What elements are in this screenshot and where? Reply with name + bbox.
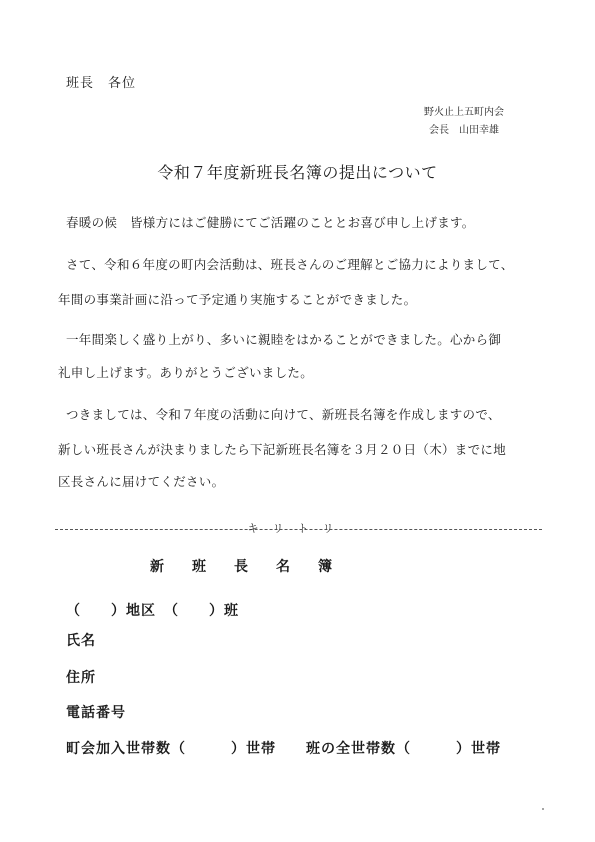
form-title: 新班長名簿 (150, 559, 360, 575)
district-group-field: （ ）地区 （ ）班 (66, 603, 239, 619)
paragraph-line: 年間の事業計画に沿って予定通り実施することができました。 (58, 292, 417, 307)
paragraph-line: 新しい班長さんが決まりましたら下記新班長名簿を３月２０日（木）までに地 (58, 442, 507, 457)
sender-organization: 野火止上五町内会 (424, 107, 504, 118)
paragraph-line: 春暖の候 皆様方にはご健勝にてご活躍のこととお喜び申し上げます。 (66, 215, 475, 230)
address-field-label: 住所 (66, 670, 96, 686)
document-title: 令和７年度新班長名簿の提出について (157, 163, 438, 182)
cut-label: キリトリ (247, 522, 348, 535)
sender-name: 会長 山田幸雄 (429, 125, 499, 136)
name-field-label: 氏名 (66, 633, 96, 649)
household-count-field: 町会加入世帯数（ ）世帯 班の全世帯数（ ）世帯 (66, 741, 501, 757)
paragraph-line: 礼申し上げます。ありがとうございました。 (58, 365, 314, 380)
paragraph-line: さて、令和６年度の町内会活動は、班長さんのご理解とご協力によりまして、 (66, 257, 514, 272)
paragraph-line: つきましては、令和７年度の活動に向けて、新班長名簿を作成しますので、 (66, 407, 501, 422)
phone-field-label: 電話番号 (66, 705, 126, 721)
paragraph-line: 区長さんに届けてください。 (58, 474, 225, 489)
paragraph-line: 一年間楽しく盛り上がり、多いに親睦をはかることができました。心から御 (66, 332, 502, 347)
addressee: 班長 各位 (66, 76, 137, 91)
scan-speck (542, 808, 544, 810)
